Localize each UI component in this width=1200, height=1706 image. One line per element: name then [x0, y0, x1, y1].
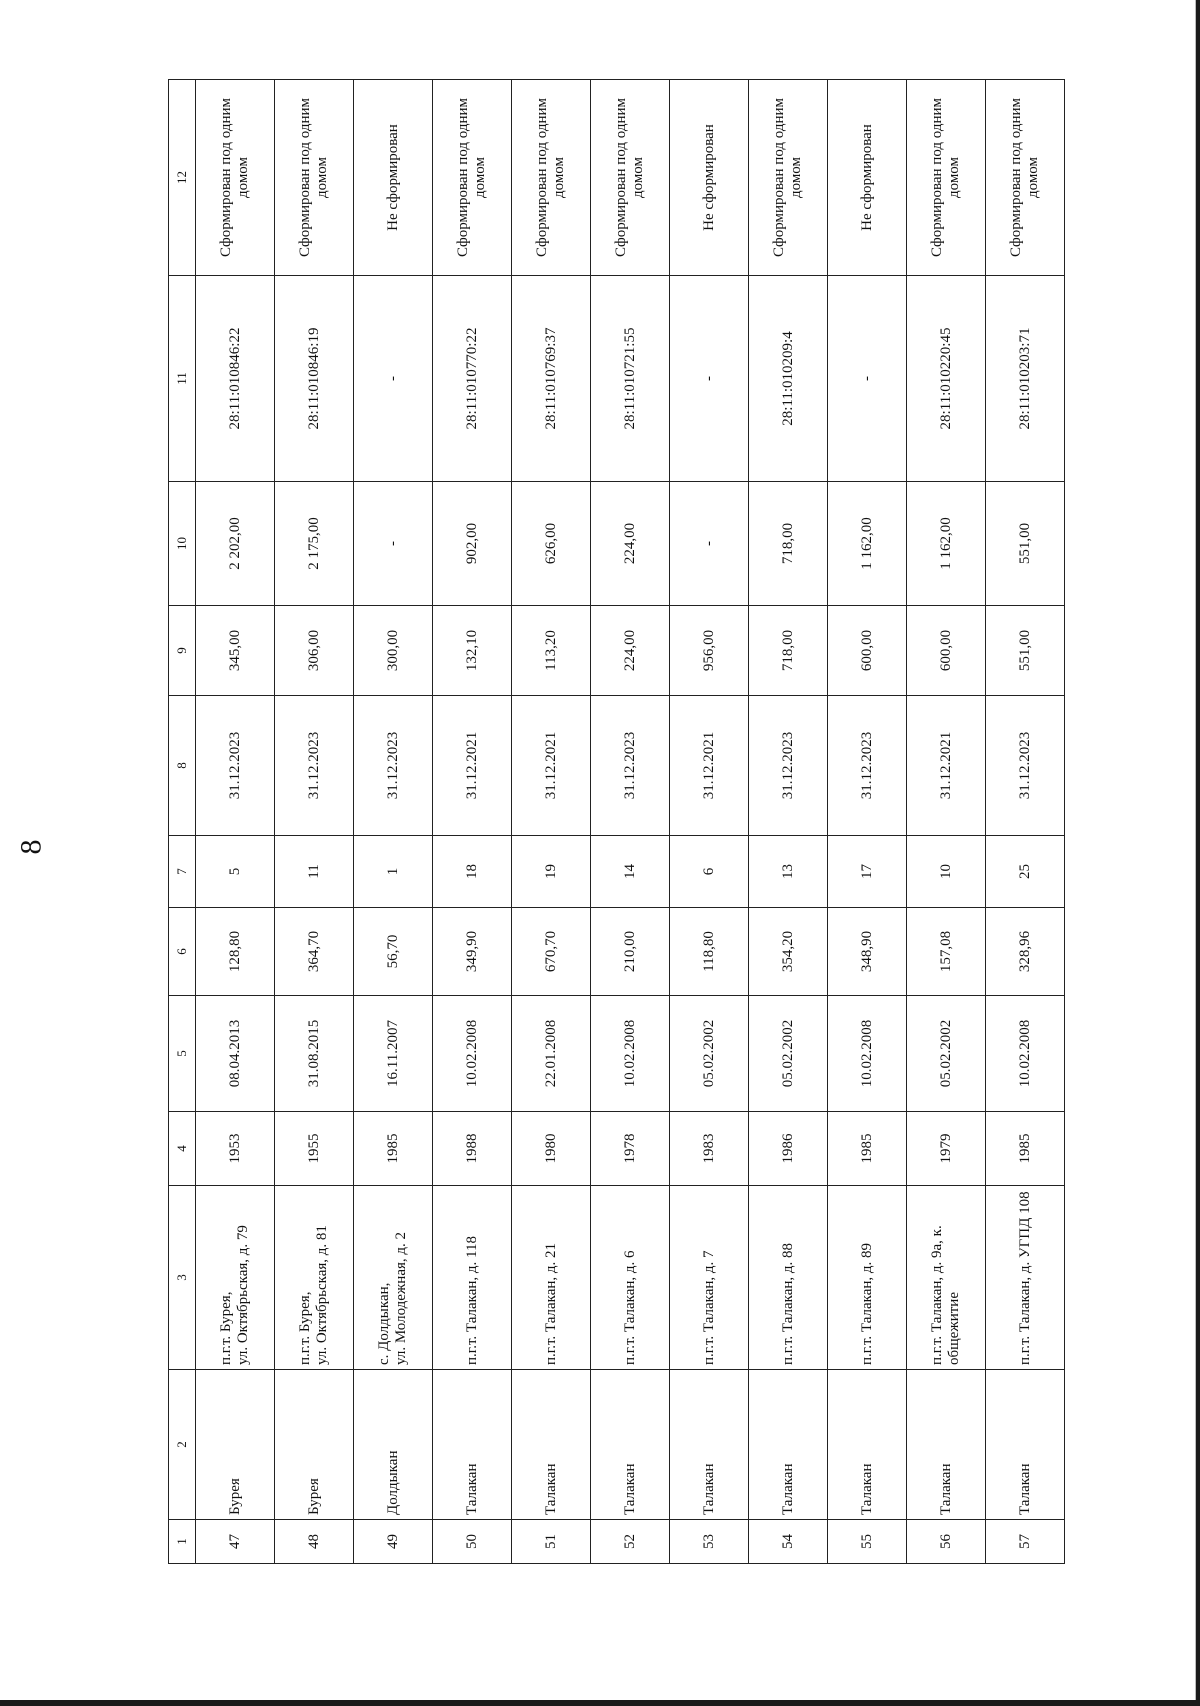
column-number-header: 10 [169, 482, 196, 606]
row-number-cell: 53 [670, 1520, 749, 1564]
count-cell: 5 [196, 836, 275, 908]
date-cell: 16.11.2007 [354, 996, 433, 1112]
value-col9-cell: 718,00 [749, 606, 828, 696]
count-cell: 18 [433, 836, 512, 908]
area-cell: 56,70 [354, 908, 433, 996]
cadastral-number-cell: 28:11:010209:4 [749, 276, 828, 482]
address-cell: п.г.т. Бурея, ул. Октябрьская, д. 79 [196, 1186, 275, 1370]
settlement-cell: Бурея [196, 1370, 275, 1520]
date-cell: 10.02.2008 [433, 996, 512, 1112]
cadastral-number-cell: - [828, 276, 907, 482]
value-col10-cell: 1 162,00 [828, 482, 907, 606]
count-cell: 17 [828, 836, 907, 908]
table-body [169, 80, 1065, 1564]
value-col9-cell: 551,00 [986, 606, 1065, 696]
year-built-cell: 1988 [433, 1112, 512, 1186]
land-status-cell: Не сформирован [354, 80, 433, 276]
column-number-header: 11 [169, 276, 196, 482]
column-number-header: 9 [169, 606, 196, 696]
address-cell: п.г.т. Талакан, д. 21 [512, 1186, 591, 1370]
cadastral-number-cell: 28:11:010846:22 [196, 276, 275, 482]
column-number-header-row [169, 80, 196, 1564]
table-row [354, 80, 433, 1564]
value-col10-cell: 902,00 [433, 482, 512, 606]
table-row [986, 80, 1065, 1564]
row-number-cell: 54 [749, 1520, 828, 1564]
date-cell: 31.08.2015 [275, 996, 354, 1112]
table-row [828, 80, 907, 1564]
year-built-cell: 1953 [196, 1112, 275, 1186]
column-number-header: 2 [169, 1370, 196, 1520]
count-cell: 19 [512, 836, 591, 908]
address-cell: п.г.т. Талакан, д. УГПД 108 [986, 1186, 1065, 1370]
row-number-cell: 57 [986, 1520, 1065, 1564]
address-cell: п.г.т. Талакан, д. 7 [670, 1186, 749, 1370]
year-built-cell: 1986 [749, 1112, 828, 1186]
date-cell: 10.02.2008 [828, 996, 907, 1112]
deadline-cell: 31.12.2021 [907, 696, 986, 836]
year-built-cell: 1980 [512, 1112, 591, 1186]
value-col10-cell: 626,00 [512, 482, 591, 606]
area-cell: 348,90 [828, 908, 907, 996]
address-cell: п.г.т. Бурея, ул. Октябрьская, д. 81 [275, 1186, 354, 1370]
deadline-cell: 31.12.2021 [433, 696, 512, 836]
deadline-cell: 31.12.2023 [275, 696, 354, 836]
year-built-cell: 1978 [591, 1112, 670, 1186]
land-status-cell: Сформирован под одним домом [512, 80, 591, 276]
cadastral-number-cell: 28:11:010220:45 [907, 276, 986, 482]
land-status-cell: Не сформирован [828, 80, 907, 276]
row-number-cell: 56 [907, 1520, 986, 1564]
table-row [275, 80, 354, 1564]
address-cell: п.г.т. Талакан, д. 118 [433, 1186, 512, 1370]
table-row [512, 80, 591, 1564]
settlement-cell: Талакан [907, 1370, 986, 1520]
cadastral-number-cell: 28:11:010846:19 [275, 276, 354, 482]
value-col9-cell: 132,10 [433, 606, 512, 696]
value-col9-cell: 600,00 [907, 606, 986, 696]
area-cell: 354,20 [749, 908, 828, 996]
row-number-cell: 47 [196, 1520, 275, 1564]
count-cell: 13 [749, 836, 828, 908]
value-col9-cell: 306,00 [275, 606, 354, 696]
page-number: 8 [14, 839, 48, 855]
settlement-cell: Талакан [433, 1370, 512, 1520]
row-number-cell: 52 [591, 1520, 670, 1564]
table-row [196, 80, 275, 1564]
area-cell: 349,90 [433, 908, 512, 996]
settlement-cell: Долдыкан [354, 1370, 433, 1520]
year-built-cell: 1955 [275, 1112, 354, 1186]
cadastral-number-cell: 28:11:010770:22 [433, 276, 512, 482]
value-col10-cell: 2 175,00 [275, 482, 354, 606]
deadline-cell: 31.12.2023 [591, 696, 670, 836]
value-col9-cell: 956,00 [670, 606, 749, 696]
date-cell: 22.01.2008 [512, 996, 591, 1112]
value-col10-cell: 1 162,00 [907, 482, 986, 606]
year-built-cell: 1985 [354, 1112, 433, 1186]
scan-border-bottom [0, 1700, 1200, 1706]
column-number-header: 8 [169, 696, 196, 836]
value-col10-cell: 718,00 [749, 482, 828, 606]
land-status-cell: Сформирован под одним домом [749, 80, 828, 276]
value-col10-cell: 2 202,00 [196, 482, 275, 606]
count-cell: 25 [986, 836, 1065, 908]
value-col9-cell: 224,00 [591, 606, 670, 696]
count-cell: 6 [670, 836, 749, 908]
date-cell: 10.02.2008 [986, 996, 1065, 1112]
settlement-cell: Талакан [986, 1370, 1065, 1520]
column-number-header: 12 [169, 80, 196, 276]
row-number-cell: 51 [512, 1520, 591, 1564]
address-cell: п.г.т. Талакан, д. 88 [749, 1186, 828, 1370]
value-col9-cell: 300,00 [354, 606, 433, 696]
settlement-cell: Талакан [591, 1370, 670, 1520]
row-number-cell: 50 [433, 1520, 512, 1564]
date-cell: 05.02.2002 [670, 996, 749, 1112]
column-number-header: 4 [169, 1112, 196, 1186]
year-built-cell: 1979 [907, 1112, 986, 1186]
scan-border-right-inner [1195, 0, 1196, 1706]
cadastral-number-cell: 28:11:010203:71 [986, 276, 1065, 482]
value-col10-cell: 224,00 [591, 482, 670, 606]
table-row [433, 80, 512, 1564]
area-cell: 128,80 [196, 908, 275, 996]
date-cell: 08.04.2013 [196, 996, 275, 1112]
address-cell: с. Долдыкан, ул. Молодежная, д. 2 [354, 1186, 433, 1370]
scan-border-right [1196, 0, 1200, 1706]
area-cell: 157,08 [907, 908, 986, 996]
count-cell: 11 [275, 836, 354, 908]
land-status-cell: Сформирован под одним домом [433, 80, 512, 276]
settlement-cell: Талакан [670, 1370, 749, 1520]
value-col10-cell: - [670, 482, 749, 606]
settlement-cell: Талакан [512, 1370, 591, 1520]
deadline-cell: 31.12.2023 [354, 696, 433, 836]
date-cell: 10.02.2008 [591, 996, 670, 1112]
area-cell: 118,80 [670, 908, 749, 996]
deadline-cell: 31.12.2023 [196, 696, 275, 836]
column-number-header: 1 [169, 1520, 196, 1564]
value-col9-cell: 600,00 [828, 606, 907, 696]
land-status-cell: Сформирован под одним домом [196, 80, 275, 276]
area-cell: 364,70 [275, 908, 354, 996]
year-built-cell: 1985 [828, 1112, 907, 1186]
rotated-table-container [168, 80, 1041, 1564]
cadastral-number-cell: - [670, 276, 749, 482]
column-number-header: 6 [169, 908, 196, 996]
deadline-cell: 31.12.2023 [828, 696, 907, 836]
land-status-cell: Не сформирован [670, 80, 749, 276]
row-number-cell: 55 [828, 1520, 907, 1564]
table-row [670, 80, 749, 1564]
area-cell: 210,00 [591, 908, 670, 996]
year-built-cell: 1983 [670, 1112, 749, 1186]
land-status-cell: Сформирован под одним домом [907, 80, 986, 276]
deadline-cell: 31.12.2023 [986, 696, 1065, 836]
housing-registry-table [168, 79, 1065, 1564]
column-number-header: 5 [169, 996, 196, 1112]
row-number-cell: 48 [275, 1520, 354, 1564]
year-built-cell: 1985 [986, 1112, 1065, 1186]
value-col10-cell: 551,00 [986, 482, 1065, 606]
cadastral-number-cell: 28:11:010721:55 [591, 276, 670, 482]
cadastral-number-cell: - [354, 276, 433, 482]
land-status-cell: Сформирован под одним домом [986, 80, 1065, 276]
area-cell: 670,70 [512, 908, 591, 996]
table-row [591, 80, 670, 1564]
table-row [749, 80, 828, 1564]
column-number-header: 3 [169, 1186, 196, 1370]
deadline-cell: 31.12.2021 [512, 696, 591, 836]
value-col10-cell: - [354, 482, 433, 606]
row-number-cell: 49 [354, 1520, 433, 1564]
settlement-cell: Бурея [275, 1370, 354, 1520]
count-cell: 10 [907, 836, 986, 908]
deadline-cell: 31.12.2021 [670, 696, 749, 836]
table-row [907, 80, 986, 1564]
count-cell: 14 [591, 836, 670, 908]
settlement-cell: Талакан [749, 1370, 828, 1520]
address-cell: п.г.т. Талакан, д. 9а, к. общежитие [907, 1186, 986, 1370]
land-status-cell: Сформирован под одним домом [591, 80, 670, 276]
area-cell: 328,96 [986, 908, 1065, 996]
column-number-header: 7 [169, 836, 196, 908]
date-cell: 05.02.2002 [907, 996, 986, 1112]
settlement-cell: Талакан [828, 1370, 907, 1520]
land-status-cell: Сформирован под одним домом [275, 80, 354, 276]
count-cell: 1 [354, 836, 433, 908]
address-cell: п.г.т. Талакан, д. 6 [591, 1186, 670, 1370]
date-cell: 05.02.2002 [749, 996, 828, 1112]
value-col9-cell: 345,00 [196, 606, 275, 696]
deadline-cell: 31.12.2023 [749, 696, 828, 836]
cadastral-number-cell: 28:11:010769:37 [512, 276, 591, 482]
value-col9-cell: 113,20 [512, 606, 591, 696]
address-cell: п.г.т. Талакан, д. 89 [828, 1186, 907, 1370]
